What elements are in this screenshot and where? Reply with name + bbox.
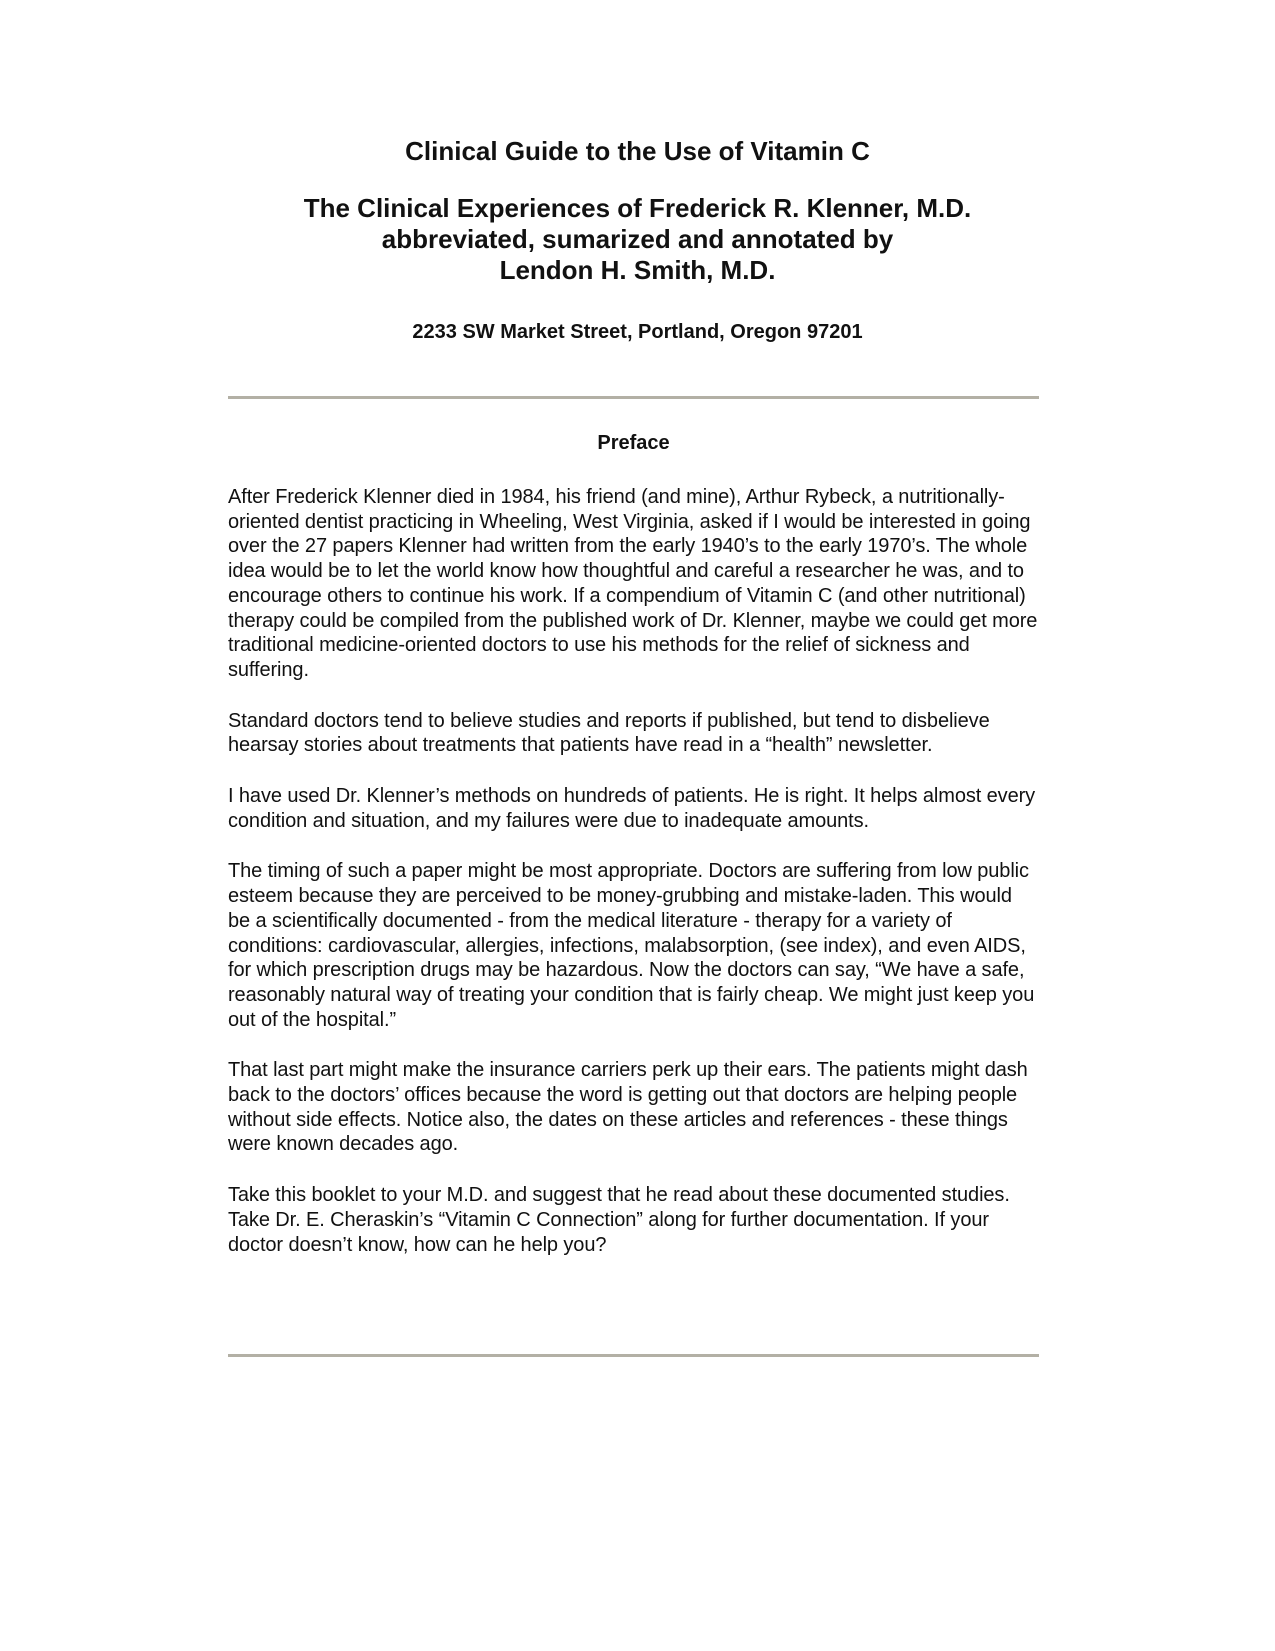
preface-heading: Preface — [597, 432, 670, 454]
top-divider — [228, 396, 1039, 399]
preface-paragraph: Standard doctors tend to believe studies and reports if published, but tend to disbelieve hearsay stories about treatments that patients have read in a “health” newsletter. — [228, 709, 990, 757]
preface-paragraph: The timing of such a paper might be most appropriate. Doctors are suffering from low public esteem because they are perceived to be money-grubbing and mistake-laden. This would be a scientifically documented - from the medical literature - therapy for a variety of conditions: cardiovascular, allergies, infections, malabsorption, (see index), and even AIDS, for which prescription drugs may be hazardous. Now the doctors can say, “We have a safe, reasonably natural way of treating your condition that is fairly cheap. We might just keep you out of the hospital.” — [228, 860, 1035, 1031]
author-address: 2233 SW Market Street, Portland, Oregon 97201 — [412, 321, 863, 343]
preface-paragraph: That last part might make the insurance carriers perk up their ears. The patients might dash back to the doctors’ offices because the word is getting out that doctors are helping people without side effects. Notice also, the dates on these articles and references - these things were known decades ago. — [228, 1059, 1028, 1156]
bottom-divider — [228, 1354, 1039, 1357]
document-subtitle — [0, 193, 1275, 286]
preface-paragraph: After Frederick Klenner died in 1984, his friend (and mine), Arthur Rybeck, a nutritionally-oriented dentist practicing in Wheeling, West Virginia, asked if I would be interested in going over the 27 papers Klenner had written from the early 1940’s to the early 1970’s. The whole idea would be to let the world know how thoughtful and careful a researcher he was, and to encourage others to continue his work. If a compendium of Vitamin C (and other nutritional) therapy could be compiled from the published work of Dr. Klenner, maybe we could get more traditional medicine-oriented doctors to use his methods for the relief of sickness and suffering. — [228, 486, 1038, 681]
subtitle-line: Lendon H. Smith, M.D. — [499, 255, 776, 285]
subtitle-line: abbreviated, sumarized and annotated by — [381, 224, 894, 254]
subtitle-line: The Clinical Experiences of Frederick R. Klenner, M.D. — [303, 193, 972, 223]
preface-paragraph: Take this booklet to your M.D. and suggest that he read about these documented studies. Take Dr. E. Cheraskin’s “Vitamin C Connection” along for further documentation. If your doctor doesn’t know, how can he help you? — [228, 1184, 1010, 1256]
preface-paragraph: I have used Dr. Klenner’s methods on hundreds of patients. He is right. It helps almost every condition and situation, and my failures were due to inadequate amounts. — [228, 785, 1036, 832]
preface-body — [228, 485, 1039, 1283]
document-title: Clinical Guide to the Use of Vitamin C — [405, 136, 870, 166]
